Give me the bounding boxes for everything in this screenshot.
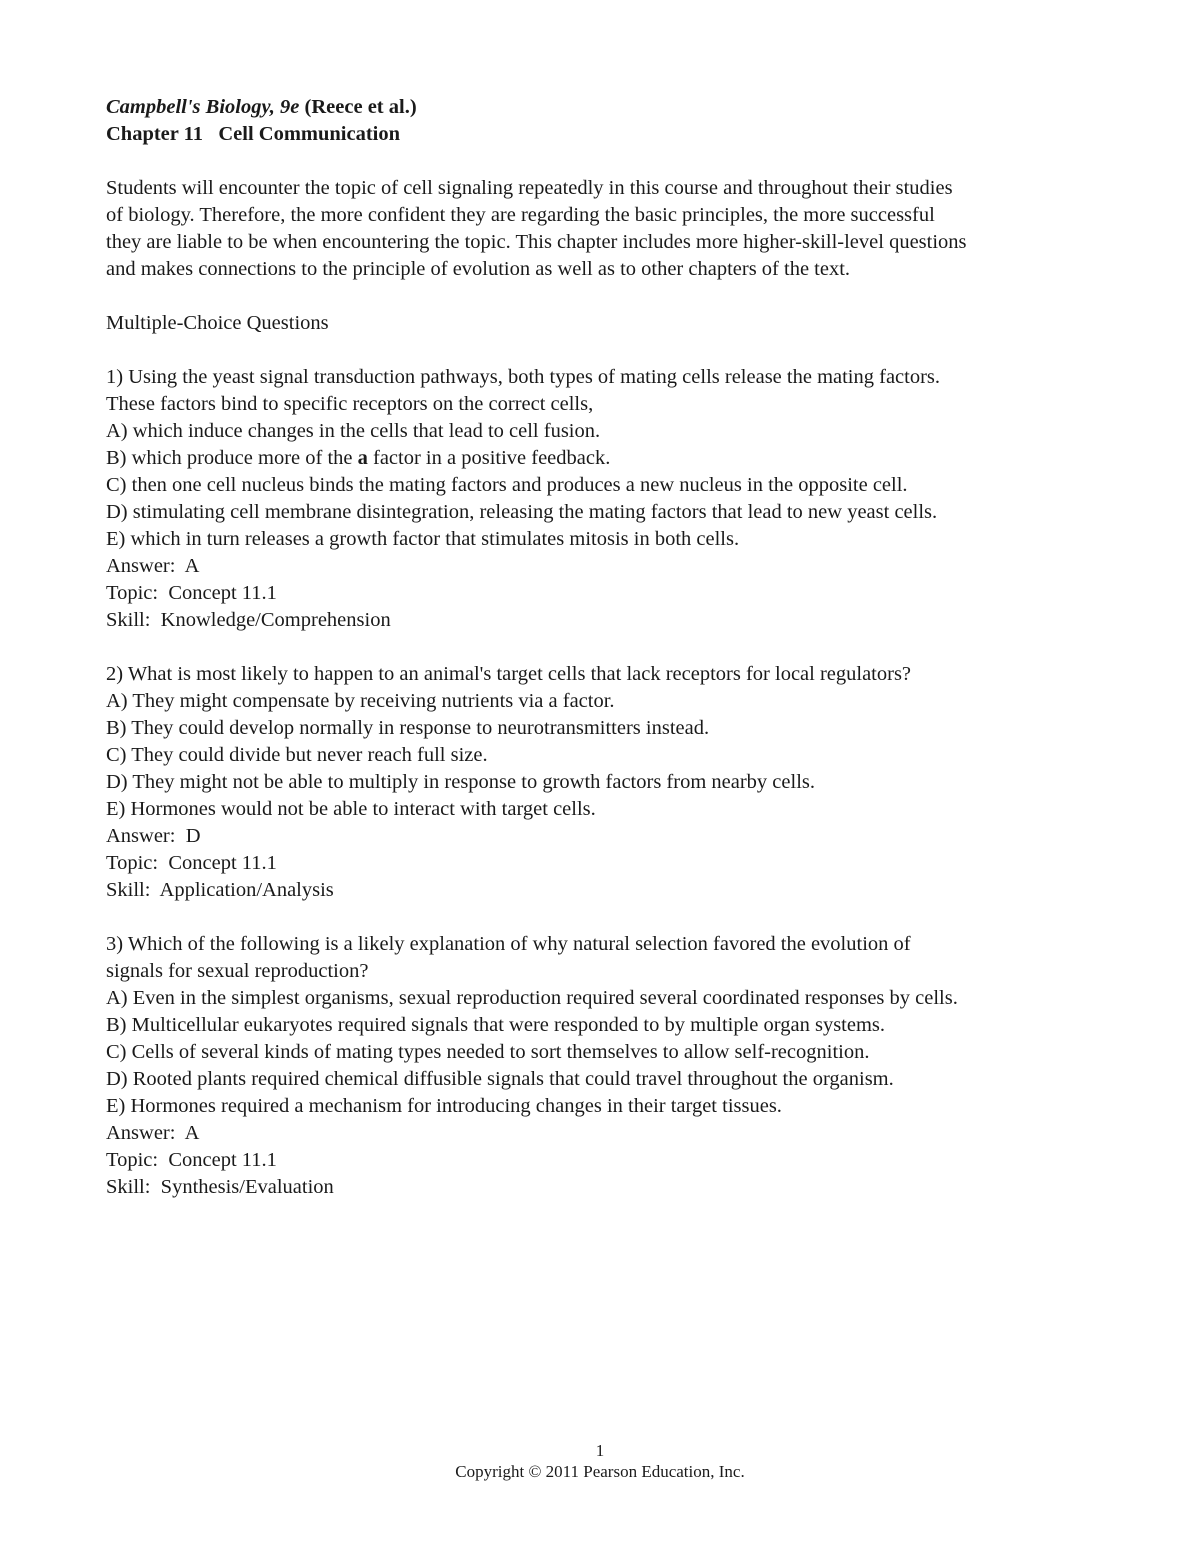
option-b-text: B) which produce more of the: [106, 447, 358, 469]
page-number: 1: [595, 1441, 605, 1460]
option-b-text-end: factor in a positive feedback.: [367, 447, 611, 469]
question-stem: 3) Which of the following is a likely explanation of why natural selection favored the evolution of: [106, 933, 911, 955]
copyright-notice: Copyright © 2011 Pearson Education, Inc.: [455, 1462, 745, 1481]
book-title-authors: (Reece et al.): [299, 96, 417, 118]
option-e: E) Hormones would not be able to interact with target cells.: [106, 798, 596, 820]
question-stem: 1) Using the yeast signal transduction pathways, both types of mating cells release the mating factors.: [106, 366, 941, 388]
option-e: E) Hormones required a mechanism for introducing changes in their target tissues.: [106, 1095, 782, 1117]
answer: Answer: A: [106, 1122, 200, 1144]
question-2: [106, 661, 1106, 904]
topic: Topic: Concept 11.1: [106, 852, 277, 874]
option-c: C) then one cell nucleus binds the mating factors and produces a new nucleus in the opposite cell.: [106, 474, 908, 496]
intro-line: and makes connections to the principle of evolution as well as to other chapters of the text.: [106, 258, 851, 280]
option-b: [106, 445, 1106, 472]
topic: Topic: Concept 11.1: [106, 1149, 277, 1171]
option-c: C) They could divide but never reach full size.: [106, 744, 488, 766]
skill: Skill: Synthesis/Evaluation: [106, 1176, 334, 1198]
question-stem: signals for sexual reproduction?: [106, 960, 369, 982]
option-a: A) Even in the simplest organisms, sexual reproduction required several coordinated responses by cells.: [106, 987, 958, 1009]
answer: Answer: A: [106, 555, 200, 577]
book-title: [106, 94, 1106, 121]
option-c: C) Cells of several kinds of mating types needed to sort themselves to allow self-recognition.: [106, 1041, 870, 1063]
skill: Skill: Application/Analysis: [106, 879, 334, 901]
book-title-italic: Campbell's Biology, 9e: [106, 96, 300, 118]
topic: Topic: Concept 11.1: [106, 582, 277, 604]
option-b: B) Multicellular eukaryotes required signals that were responded to by multiple organ systems.: [106, 1014, 886, 1036]
option-e: E) which in turn releases a growth factor that stimulates mitosis in both cells.: [106, 528, 740, 550]
option-b: B) They could develop normally in response to neurotransmitters instead.: [106, 717, 710, 739]
page-content: [106, 94, 1106, 1201]
option-d: D) They might not be able to multiply in response to growth factors from nearby cells.: [106, 771, 815, 793]
option-d: D) Rooted plants required chemical diffusible signals that could travel throughout the organism.: [106, 1068, 894, 1090]
question-stem: These factors bind to specific receptors on the correct cells,: [106, 393, 594, 415]
question-3: [106, 931, 1106, 1201]
option-a: A) They might compensate by receiving nutrients via a factor.: [106, 690, 615, 712]
option-d: D) stimulating cell membrane disintegration, releasing the mating factors that lead to new yeast cells.: [106, 501, 938, 523]
question-1: [106, 364, 1106, 634]
option-b-bold-factor: a: [357, 447, 368, 469]
question-stem: 2) What is most likely to happen to an animal's target cells that lack receptors for local regulators?: [106, 663, 912, 685]
answer: Answer: D: [106, 825, 201, 847]
intro-paragraph: [106, 175, 1106, 283]
chapter-title: Chapter 11 Cell Communication: [106, 123, 401, 145]
skill: Skill: Knowledge/Comprehension: [106, 609, 391, 631]
option-a: A) which induce changes in the cells that lead to cell fusion.: [106, 420, 601, 442]
intro-line: Students will encounter the topic of cell signaling repeatedly in this course and throughout their studies: [106, 177, 953, 199]
intro-line: they are liable to be when encountering the topic. This chapter includes more higher-skill-level questions: [106, 231, 967, 253]
intro-line: of biology. Therefore, the more confident they are regarding the basic principles, the more successful: [106, 204, 935, 226]
section-heading: Multiple-Choice Questions: [106, 312, 329, 334]
